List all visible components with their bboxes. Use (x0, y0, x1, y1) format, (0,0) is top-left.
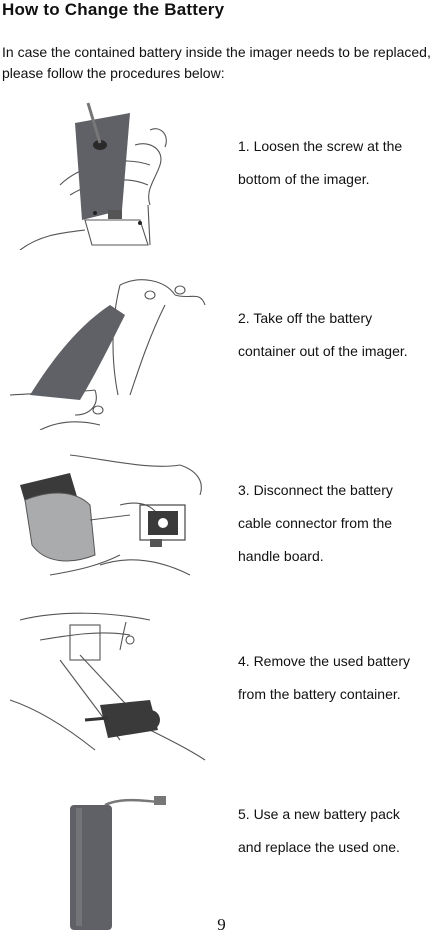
step-4-text: 4. Remove the used battery from the battery container. (238, 653, 410, 702)
step-3-text: 3. Disconnect the battery cable connector from the handle board. (238, 482, 393, 564)
page-title: How to Change the Battery (2, 0, 225, 19)
step-3-illustration (0, 445, 225, 580)
page-number: 9 (217, 915, 226, 934)
step-5-illustration (50, 790, 190, 935)
intro-paragraph: In case the contained battery inside the imager needs to be replaced, please follow the procedures below: (2, 44, 431, 81)
step-2-illustration (0, 265, 225, 430)
battery-container-shape (75, 113, 130, 220)
wire-shape (105, 800, 158, 805)
step-1-illustration (0, 95, 225, 250)
battery-container-shape (25, 493, 95, 561)
step-4-illustration (0, 600, 225, 765)
step-2-text: 2. Take off the battery container out of the imager. (238, 310, 408, 359)
step-5-text: 5. Use a new battery pack and replace the used one. (238, 806, 400, 855)
battery-container-shape (30, 305, 125, 400)
step-1-text: 1. Loosen the screw at the bottom of the imager. (238, 138, 403, 187)
